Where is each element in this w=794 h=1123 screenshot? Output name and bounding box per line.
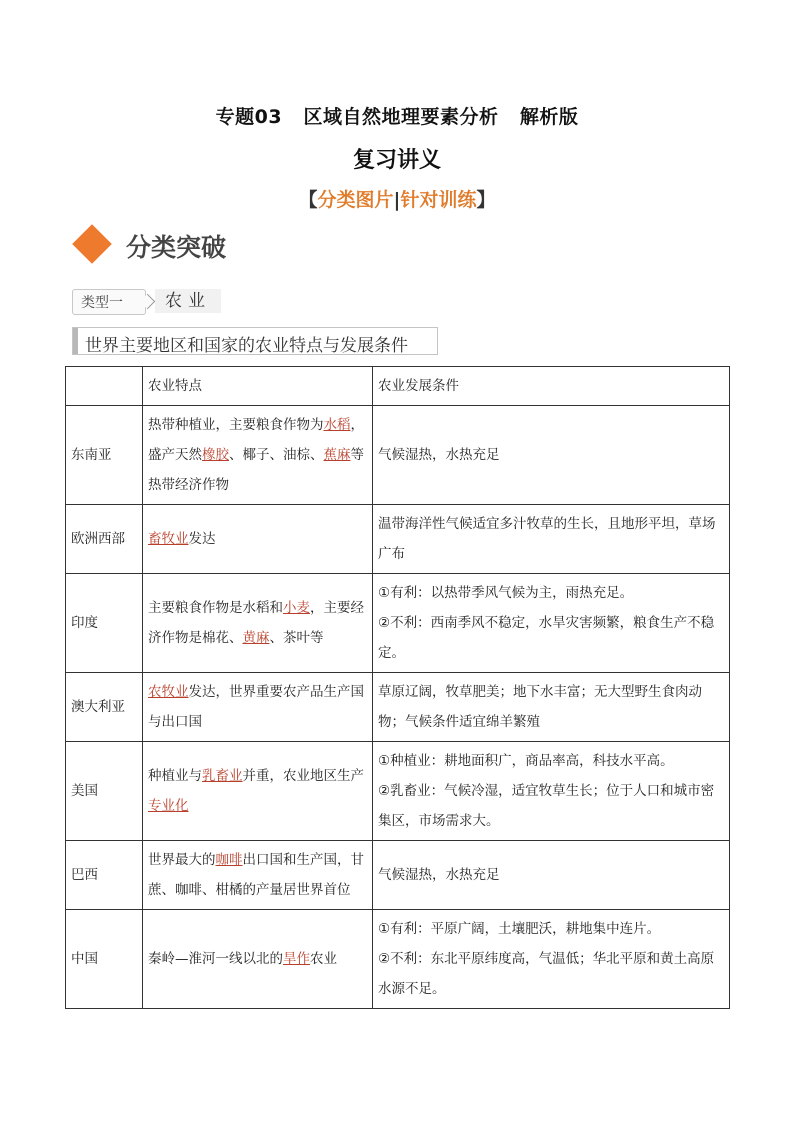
- arrow-right-icon: [140, 294, 156, 310]
- feature-cell: [143, 574, 373, 673]
- feature-text: 世界最大的: [148, 852, 216, 868]
- feature-text: 农业: [310, 951, 337, 967]
- type-name: 农业: [155, 289, 221, 313]
- table-row: [66, 910, 730, 1009]
- condition-cell: [373, 673, 730, 742]
- type-badge: [72, 289, 146, 315]
- condition-text: 气候湿热，水热充足: [378, 447, 500, 463]
- condition-text: ①有利：平原广阔，土壤肥沃，耕地集中连片。: [378, 921, 661, 937]
- region-cell: 印度: [66, 574, 143, 673]
- sub-banner-text: 世界主要地区和国家的农业特点与发展条件: [85, 336, 408, 356]
- feature-text: 种植业与: [148, 768, 202, 784]
- document-title: [0, 102, 794, 129]
- condition-cell: [373, 406, 730, 505]
- feature-highlight: 蕉麻: [323, 447, 351, 463]
- feature-highlight: 咖啡: [215, 852, 243, 868]
- feature-text: 发达，世界重要农产品生产国与出口国: [148, 684, 364, 730]
- region-cell: 巴西: [66, 841, 143, 910]
- feature-highlight: 小麦: [283, 600, 310, 616]
- feature-text: ，盛产天然: [148, 417, 364, 463]
- feature-text: 并重，农业地区生产: [242, 768, 364, 784]
- feature-highlight: 专业化: [148, 798, 189, 814]
- region-cell: 中国: [66, 910, 143, 1009]
- region-cell: 美国: [66, 742, 143, 841]
- condition-text: ①有利：以热带季风气候为主，雨热充足。: [378, 585, 634, 601]
- feature-text: 出口国和生产国，甘蔗、咖啡、柑橘的产量居世界首位: [148, 852, 364, 898]
- condition-cell: [373, 505, 730, 574]
- feature-highlight: 橡胶: [202, 447, 229, 463]
- region-cell: 澳大利亚: [66, 673, 143, 742]
- condition-cell: [373, 574, 730, 673]
- feature-cell: [143, 673, 373, 742]
- condition-cell: [373, 910, 730, 1009]
- diamond-icon: [72, 224, 112, 264]
- banner-bar: [73, 328, 78, 354]
- bracket-right: 】: [476, 189, 496, 211]
- section-title: 分类突破: [126, 233, 227, 262]
- feature-highlight: 乳畜业: [202, 768, 243, 784]
- table-row: [66, 574, 730, 673]
- feature-text: 热带种植业，主要粮食作物为: [148, 417, 324, 433]
- feature-cell: [143, 406, 373, 505]
- condition-text: 气候湿热，水热充足: [378, 867, 500, 883]
- feature-cell: [143, 841, 373, 910]
- table-header-row: [66, 367, 730, 406]
- condition-text: 温带海洋性气候适宜多汁牧草的生长，且地形平坦，草场广布: [378, 516, 716, 562]
- feature-cell: [143, 505, 373, 574]
- feature-highlight: 农牧业: [148, 684, 189, 700]
- region-cell: 欧洲西部: [66, 505, 143, 574]
- condition-cell: [373, 742, 730, 841]
- region-cell: 东南亚: [66, 406, 143, 505]
- document-subtitle: 复习讲义: [352, 148, 441, 173]
- feature-highlight: 畜牧业: [148, 531, 189, 547]
- bracket-separator: |: [393, 189, 401, 211]
- condition-text: 草原辽阔，牧草肥美；地下水丰富；无大型野生食肉动物；气候条件适宜绵羊繁殖: [378, 684, 702, 730]
- condition-text: ②不利：东北平原纬度高，气温低；华北平原和黄土高原水源不足。: [378, 951, 715, 997]
- agriculture-table: [65, 366, 730, 1009]
- condition-text: ①种植业：耕地面积广，商品率高，科技水平高。: [378, 753, 674, 769]
- feature-text: ，主要经济作物是棉花、: [148, 600, 364, 646]
- table-row: [66, 742, 730, 841]
- bracket-part2: 针对训练: [400, 189, 477, 211]
- condition-cell: [373, 841, 730, 910]
- table-row: [66, 406, 730, 505]
- feature-text: 秦岭—淮河一线以北的: [148, 951, 283, 967]
- feature-text: 发达: [188, 531, 216, 547]
- feature-highlight: 水稻: [323, 417, 351, 433]
- header-cell-feature: 农业特点: [143, 367, 373, 406]
- condition-text: ②不利：西南季风不稳定，水旱灾害频繁，粮食生产不稳定。: [378, 615, 715, 661]
- feature-text: 、茶叶等: [269, 630, 324, 646]
- header-cell-condition: 农业发展条件: [373, 367, 730, 406]
- table-row: [66, 505, 730, 574]
- sub-banner: [72, 327, 438, 355]
- bracket-left: 【: [298, 189, 318, 211]
- title-prefix: 专题03: [215, 106, 283, 128]
- bracket-part1: 分类图片: [317, 189, 394, 211]
- feature-highlight: 黄麻: [242, 630, 270, 646]
- title-suffix: 解析版: [519, 106, 579, 128]
- feature-text: 等热带经济作物: [148, 447, 364, 493]
- feature-cell: [143, 742, 373, 841]
- condition-text: ②乳畜业：气候冷湿，适宜牧草生长；位于人口和城市密集区，市场需求大。: [378, 783, 715, 829]
- title-main: 区域自然地理要素分析: [303, 106, 499, 128]
- header-cell-region: [66, 367, 143, 406]
- feature-cell: [143, 910, 373, 1009]
- table-row: [66, 841, 730, 910]
- feature-text: 、椰子、油棕、: [229, 447, 324, 463]
- bracket-heading: [0, 185, 794, 212]
- feature-highlight: 旱作: [283, 951, 310, 967]
- table-row: [66, 673, 730, 742]
- feature-text: 主要粮食作物是水稻和: [148, 600, 283, 616]
- type-badge-label: 类型一: [81, 295, 123, 311]
